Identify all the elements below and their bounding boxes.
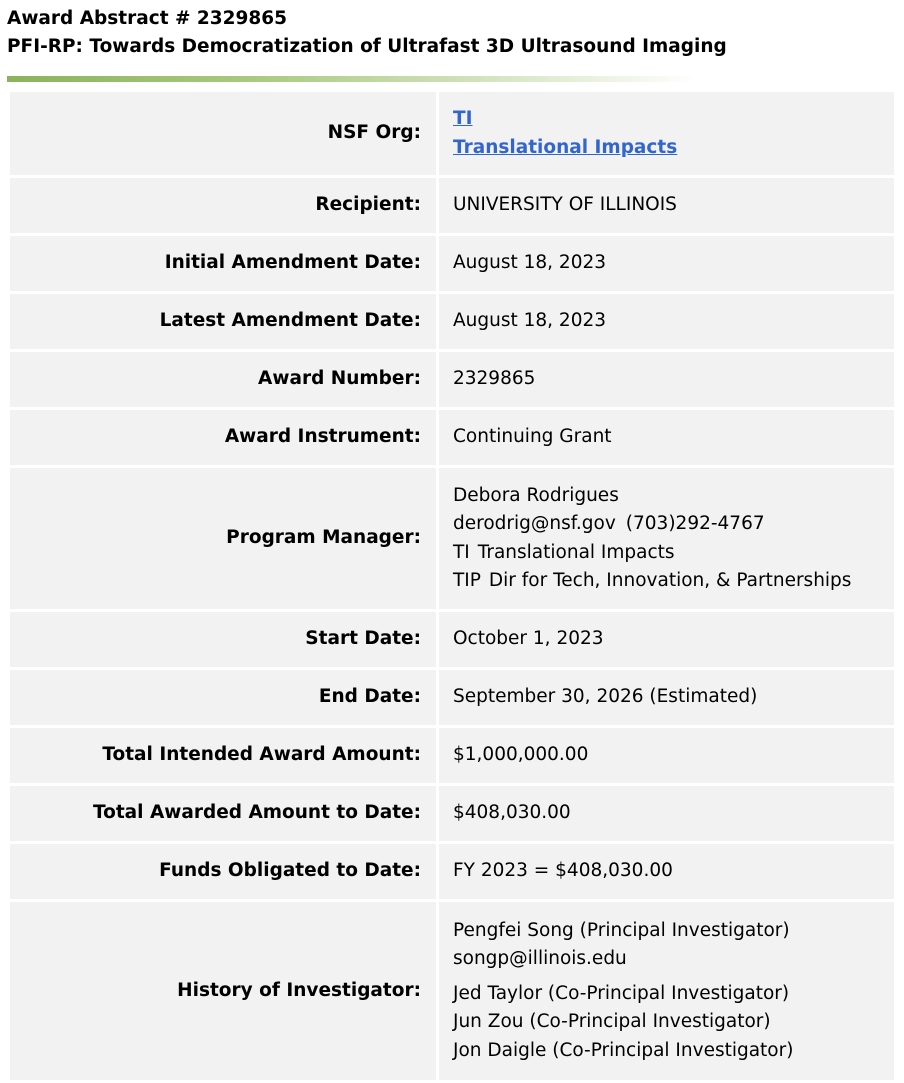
nsf-org-code-link[interactable]: TI xyxy=(453,108,473,129)
total-intended-label: Total Intended Award Amount: xyxy=(10,728,436,783)
directorate-code: TIP xyxy=(453,570,481,591)
row-initial-amendment xyxy=(10,236,894,291)
row-latest-amendment xyxy=(10,294,894,349)
row-nsf-org xyxy=(10,92,894,175)
row-program-manager xyxy=(10,468,894,609)
investigators-value xyxy=(439,902,894,1080)
row-total-awarded xyxy=(10,786,894,841)
co-investigator: Jon Daigle (Co-Principal Investigator) xyxy=(453,1039,794,1061)
principal-investigator-name: Pengfei Song (Principal Investigator) xyxy=(453,919,790,941)
recipient-value: UNIVERSITY OF ILLINOIS xyxy=(439,178,894,233)
program-manager-contact xyxy=(453,510,894,539)
total-awarded-label: Total Awarded Amount to Date: xyxy=(10,786,436,841)
latest-amendment-label: Latest Amendment Date: xyxy=(10,294,436,349)
award-title: PFI-RP: Towards Democratization of Ultrafast 3D Ultrasound Imaging xyxy=(7,36,727,57)
co-investigator: Jun Zou (Co-Principal Investigator) xyxy=(453,1011,771,1033)
end-date-label: End Date: xyxy=(10,670,436,725)
total-awarded-value: $408,030.00 xyxy=(439,786,894,841)
program-manager-directorate xyxy=(453,567,894,596)
division-code: TI xyxy=(453,541,470,563)
row-funds-obligated xyxy=(10,844,894,899)
award-header xyxy=(7,5,897,61)
award-instrument-value: Continuing Grant xyxy=(439,410,894,465)
abstract-title: Award Abstract # 2329865 xyxy=(7,8,288,29)
program-manager-email: derodrig@nsf.gov xyxy=(453,513,616,534)
row-award-number xyxy=(10,352,894,407)
row-start-date xyxy=(10,612,894,667)
nsf-org-label: NSF Org: xyxy=(10,92,436,175)
funds-obligated-label: Funds Obligated to Date: xyxy=(10,844,436,899)
row-investigators xyxy=(10,902,894,1080)
principal-investigator-email: songp@illinois.edu xyxy=(453,948,627,970)
initial-amendment-label: Initial Amendment Date: xyxy=(10,236,436,291)
row-award-instrument xyxy=(10,410,894,465)
program-manager-name: Debora Rodrigues xyxy=(453,484,619,506)
funds-obligated-value: FY 2023 = $408,030.00 xyxy=(439,844,894,899)
total-intended-value: $1,000,000.00 xyxy=(439,728,894,783)
start-date-label: Start Date: xyxy=(10,612,436,667)
row-recipient xyxy=(10,178,894,233)
award-number-value: 2329865 xyxy=(439,352,894,407)
recipient-label: Recipient: xyxy=(10,178,436,233)
nsf-org-value xyxy=(439,92,894,175)
program-manager-label: Program Manager: xyxy=(10,468,436,609)
program-manager-phone: (703)292-4767 xyxy=(625,513,765,534)
program-manager-division xyxy=(453,539,894,568)
nsf-org-name-link[interactable]: Translational Impacts xyxy=(453,136,678,158)
investigators-label: History of Investigator: xyxy=(10,902,436,1080)
award-instrument-label: Award Instrument: xyxy=(10,410,436,465)
award-details-table xyxy=(7,89,897,1083)
latest-amendment-value: August 18, 2023 xyxy=(439,294,894,349)
directorate-name: Dir for Tech, Innovation, & Partnerships xyxy=(488,570,852,591)
row-end-date xyxy=(10,670,894,725)
division-name: Translational Impacts xyxy=(477,541,675,563)
co-investigator: Jed Taylor (Co-Principal Investigator) xyxy=(453,982,790,1004)
row-total-intended xyxy=(10,728,894,783)
header-divider xyxy=(7,76,697,82)
award-number-label: Award Number: xyxy=(10,352,436,407)
start-date-value: October 1, 2023 xyxy=(439,612,894,667)
program-manager-value xyxy=(439,468,894,609)
initial-amendment-value: August 18, 2023 xyxy=(439,236,894,291)
end-date-value: September 30, 2026 (Estimated) xyxy=(439,670,894,725)
